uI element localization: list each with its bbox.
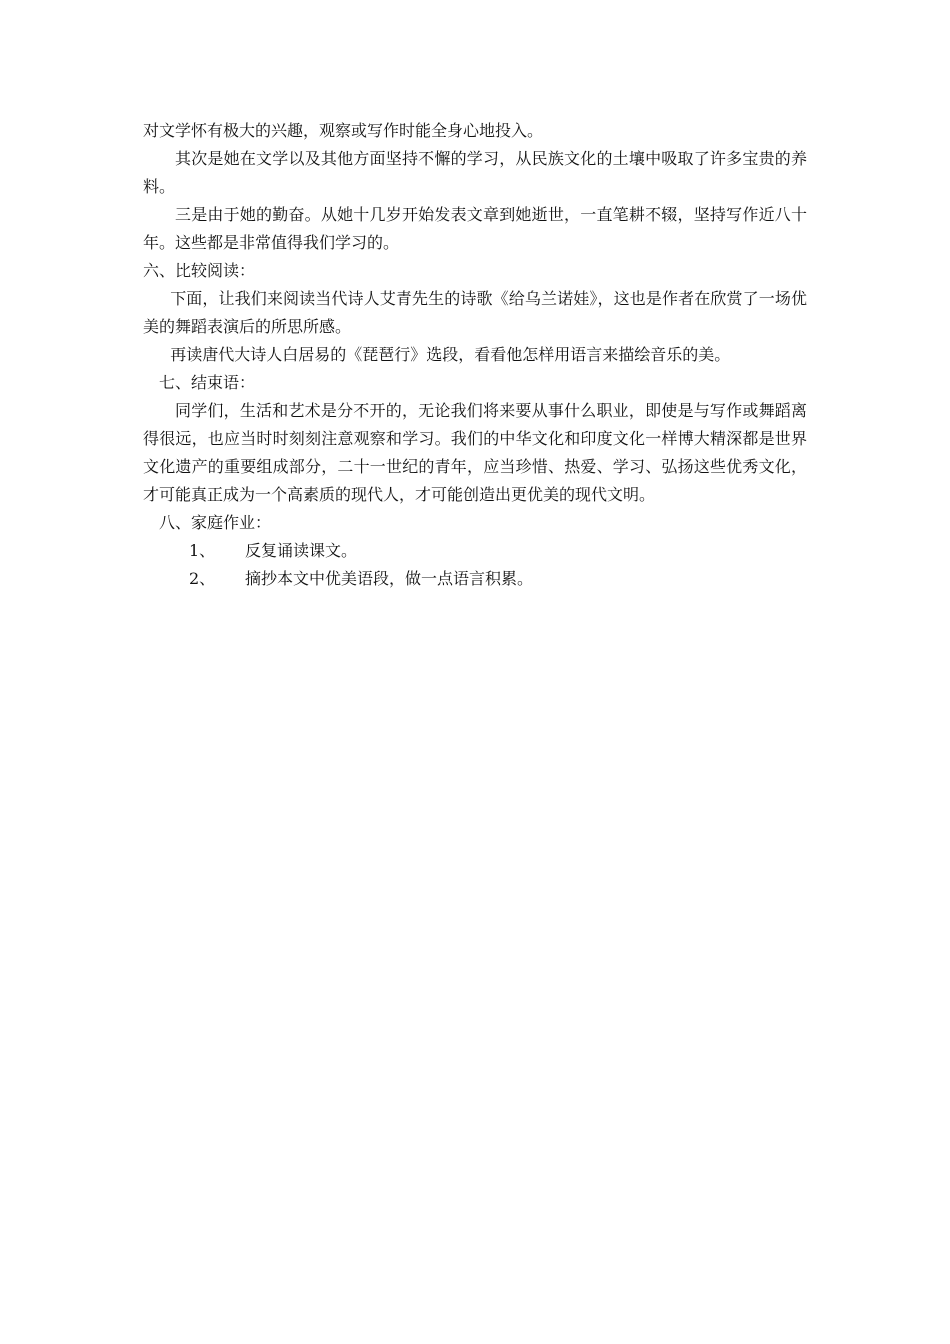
homework-item-text: 反复诵读课文。 — [245, 541, 358, 560]
paragraph-third-reason: 三是由于她的勤奋。从她十几岁开始发表文章到她逝世，一直笔耕不辍，坚持写作近八十年。这些都是非常值得我们学习的。 — [143, 205, 807, 252]
homework-item-number: 1、 — [189, 541, 216, 560]
section-heading-homework: 八、家庭作业： — [159, 513, 272, 532]
paragraph-second-reason: 其次是她在文学以及其他方面坚持不懈的学习，从民族文化的土壤中吸取了许多宝贵的养料。 — [143, 149, 807, 196]
homework-item-text: 摘抄本文中优美语段，做一点语言积累。 — [245, 569, 534, 588]
section-heading-conclusion: 七、结束语： — [159, 373, 256, 392]
homework-item — [143, 565, 807, 593]
document-body — [143, 117, 807, 593]
paragraph-ai-qing-poem: 下面，让我们来阅读当代诗人艾青先生的诗歌《给乌兰诺娃》，这也是作者在欣赏了一场优美的舞蹈表演后的所思所感。 — [143, 289, 807, 336]
section-heading-comparative-reading: 六、比较阅读： — [143, 261, 256, 280]
homework-item — [143, 537, 807, 565]
homework-item-number: 2、 — [189, 569, 216, 588]
paragraph-pipa-xing: 再读唐代大诗人白居易的《琵琶行》选段，看看他怎样用语言来描绘音乐的美。 — [170, 345, 731, 364]
paragraph-continued: 对文学怀有极大的兴趣，观察或写作时能全身心地投入。 — [143, 121, 544, 140]
paragraph-conclusion: 同学们，生活和艺术是分不开的，无论我们将来要从事什么职业，即使是与写作或舞蹈离得很远，也应当时时刻刻注意观察和学习。我们的中华文化和印度文化一样博大精深都是世界文化遗产的重要组成部分，二十一世纪的青年，应当珍惜、热爱、学习、弘扬这些优秀文化，才可能真正成为一个高素质的现代人，才可能创造出更优美的现代文明。 — [143, 401, 807, 504]
